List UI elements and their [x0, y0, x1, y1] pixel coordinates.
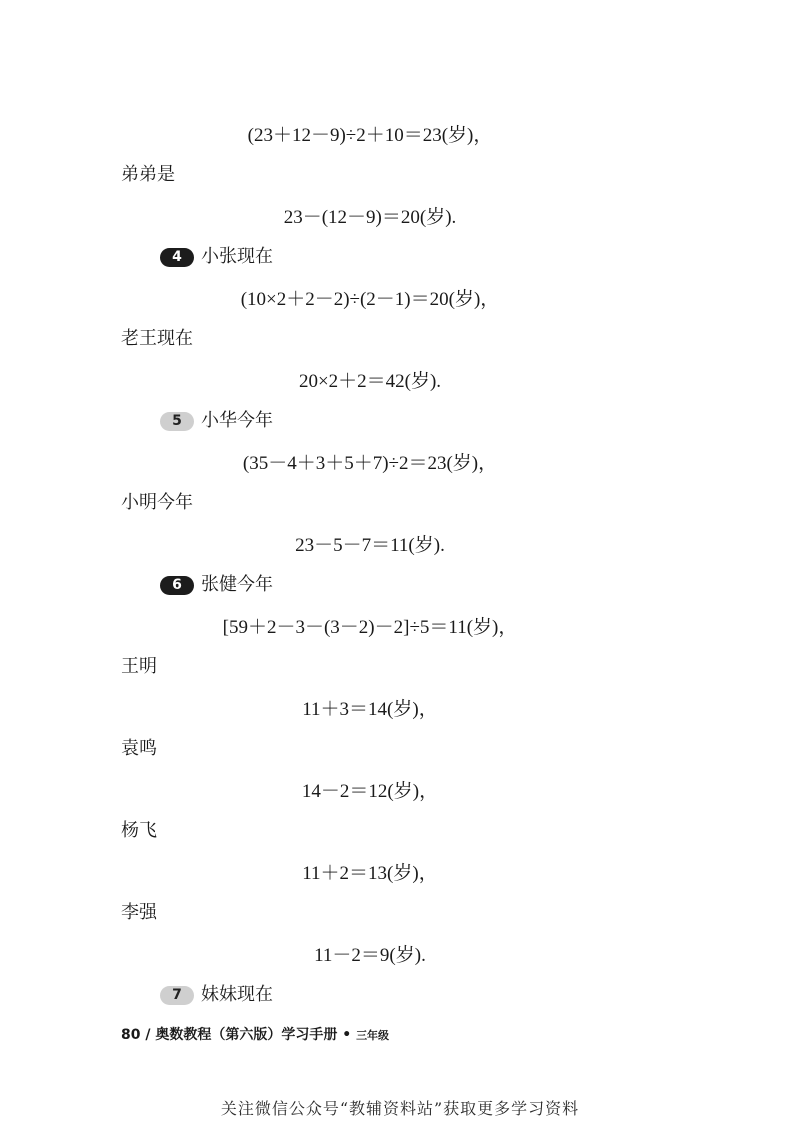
problem-intro-text: 小华今年 [201, 410, 273, 431]
footer-separator: / [145, 1027, 151, 1043]
formula-line: (23＋12－9)÷2＋10＝23(岁)， [247, 125, 493, 146]
problem-item [160, 245, 273, 269]
problem-intro-text: 妹妹现在 [201, 984, 273, 1005]
label-line: 小明今年 [121, 492, 193, 513]
problem-item [160, 409, 273, 433]
problem-intro-text: 小张现在 [201, 246, 273, 267]
watermark-text: 关注微信公众号“教辅资料站”获取更多学习资料 [220, 1099, 580, 1118]
label-line: 李强 [121, 902, 157, 923]
problem-number-badge: 5 [160, 412, 194, 431]
problem-item [160, 573, 273, 597]
formula-line: (35－4＋3＋5＋7)÷2＝23(岁)， [242, 453, 498, 474]
problem-number-badge: 7 [160, 986, 194, 1005]
formula-line: 14－2＝12(岁)， [301, 781, 439, 802]
formula-line: 23－(12－9)＝20(岁). [283, 207, 457, 228]
formula-line: (10×2＋2－2)÷(2－1)＝20(岁)， [240, 289, 500, 310]
label-line: 袁鸣 [121, 738, 157, 759]
formula-line: [59＋2－3－(3－2)－2]÷5＝11(岁)， [222, 617, 518, 638]
footer-dot: • [342, 1027, 352, 1043]
book-title: 奥数教程（第六版）学习手册 [155, 1027, 338, 1043]
formula-line: 20×2＋2＝42(岁). [298, 371, 442, 392]
grade-label: 三年级 [356, 1029, 390, 1042]
problem-intro-text: 张健今年 [201, 574, 273, 595]
label-line: 王明 [121, 656, 157, 677]
formula-line: 11＋2＝13(岁)， [302, 863, 438, 884]
problem-number-badge: 4 [160, 248, 194, 267]
label-line: 老王现在 [121, 328, 193, 349]
formula-line: 11＋3＝14(岁)， [302, 699, 438, 720]
formula-line: 11－2＝9(岁). [314, 945, 426, 966]
problem-number-badge: 6 [160, 576, 194, 595]
page-footer [121, 1024, 389, 1044]
label-line: 弟弟是 [121, 164, 175, 185]
problem-item [160, 983, 273, 1007]
page-number: 80 [121, 1027, 141, 1043]
label-line: 杨飞 [121, 820, 157, 841]
formula-line: 23－5－7＝11(岁). [295, 535, 445, 556]
